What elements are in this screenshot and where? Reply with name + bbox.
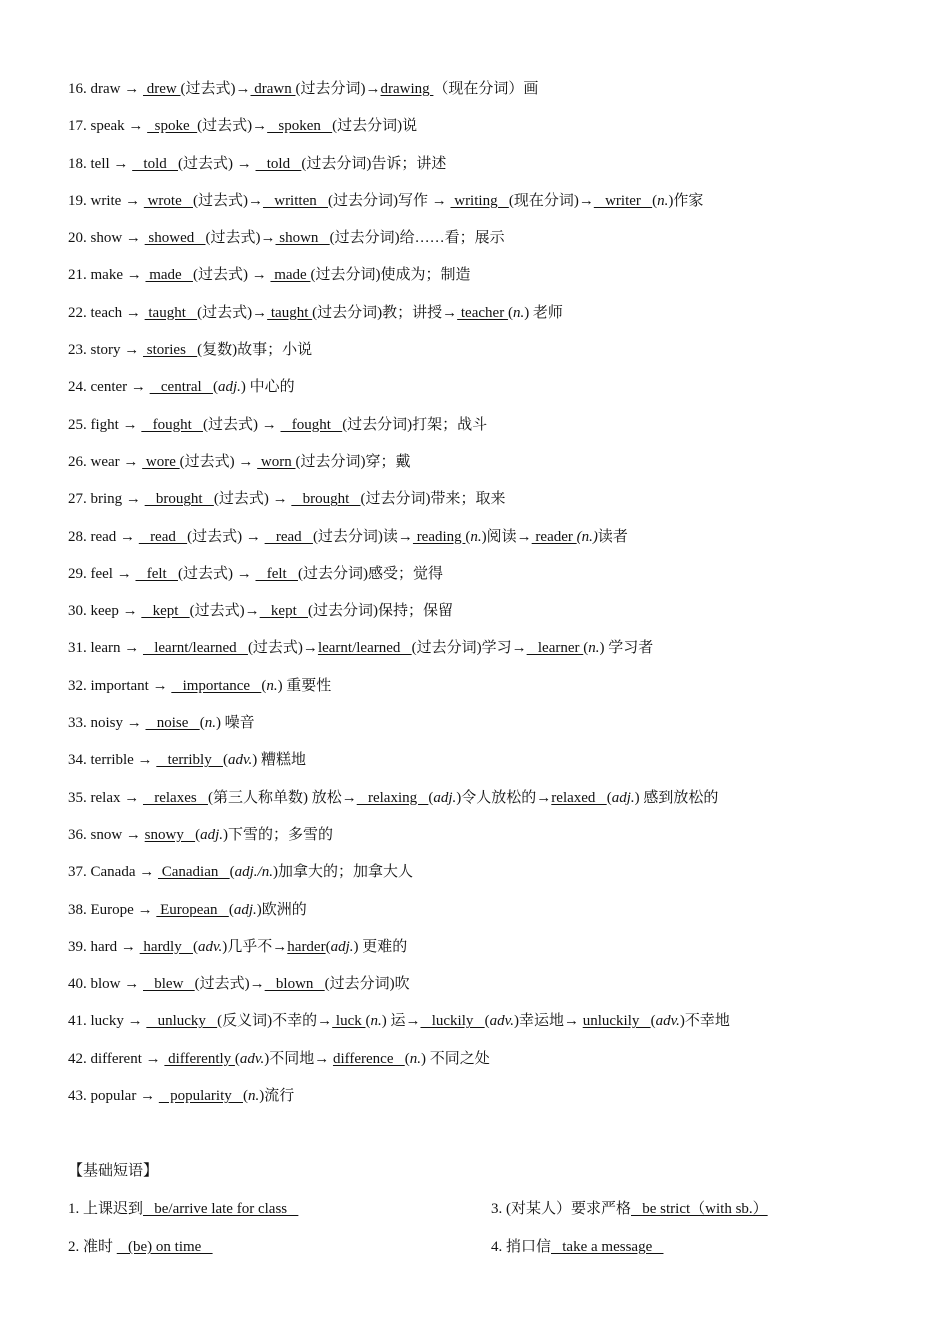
answer-blank: importance: [171, 677, 262, 694]
answer-blank: luckily: [420, 1013, 485, 1030]
entry-text: ) 糟糕地: [252, 752, 307, 769]
entry-text: (过去式) →: [179, 453, 258, 470]
word-entry: [68, 1085, 928, 1122]
entry-text: (过去式)→: [247, 640, 318, 657]
entry-text: (: [606, 789, 612, 806]
answer-blank: be/arrive late for class: [143, 1201, 299, 1217]
entry-text: adj.: [611, 789, 635, 806]
answer-blank: blown: [264, 976, 325, 993]
entry-text: ) 学习者: [599, 640, 654, 657]
word-entry: [68, 302, 928, 339]
entry-text: (: [192, 938, 198, 955]
entry-text: (: [212, 379, 218, 396]
answer-blank: stories: [143, 342, 198, 359]
entry-text: (过去式)→: [192, 192, 263, 209]
answer-blank: felt: [255, 565, 298, 582]
phrase-item: [491, 1236, 663, 1258]
word-entry: [68, 712, 928, 749]
answer-blank: showed: [144, 230, 206, 247]
word-entry: [68, 488, 928, 525]
entry-text: (过去式) →: [192, 267, 271, 284]
word-entry: [68, 563, 928, 600]
entry-text: (过去式)→: [205, 230, 276, 247]
answer-blank: kept: [141, 603, 190, 620]
entry-text: 39. hard →: [68, 938, 140, 955]
entry-text: n.: [409, 1050, 421, 1067]
entry-text: (n.): [576, 528, 598, 545]
entry-text: 读者: [597, 528, 628, 545]
entry-text: (: [222, 752, 228, 769]
answer-blank: wore: [142, 453, 180, 470]
entry-text: (: [325, 938, 331, 955]
answer-blank: unlucky: [146, 1013, 218, 1030]
answer-blank: written: [262, 192, 328, 209]
entry-text: n.: [204, 715, 216, 732]
answer-blank: harder: [287, 938, 326, 955]
entry-text: n.: [512, 304, 525, 321]
entry-text: (: [583, 640, 589, 657]
entry-text: )不同地→: [264, 1050, 333, 1067]
entry-text: 2. 准时: [68, 1239, 117, 1255]
answer-blank: blew: [143, 976, 195, 993]
entry-text: n.: [266, 677, 278, 694]
entry-text: (过去式) →: [203, 416, 281, 433]
entry-text: adv.: [197, 938, 223, 955]
word-entry: [68, 749, 928, 786]
answer-blank: popularity: [158, 1088, 243, 1105]
word-entry: [68, 600, 928, 637]
entry-text: adv.: [227, 752, 253, 769]
entry-text: )加拿大的；加拿大人: [272, 864, 413, 881]
entry-text: 36. snow →: [68, 826, 145, 843]
word-entry: [68, 824, 928, 861]
entry-text: ) 运→: [381, 1013, 421, 1030]
answer-blank: wrote: [143, 192, 193, 209]
entry-text: (: [428, 789, 434, 806]
entry-text: 1. 上课迟到: [68, 1201, 144, 1217]
entry-text: adj.: [233, 901, 257, 918]
word-entry: [68, 451, 928, 488]
word-entry: [68, 936, 928, 973]
phrase-item: [491, 1198, 768, 1220]
word-entry: [68, 339, 928, 376]
answer-blank: hardly: [139, 938, 193, 955]
answer-blank: kept: [259, 603, 308, 620]
entry-text: ) 中心的: [240, 379, 295, 396]
entry-text: (过去分词)打架；战斗: [342, 416, 488, 433]
entry-text: 41. lucky →: [68, 1013, 147, 1030]
entry-text: )欧洲的: [256, 901, 307, 918]
entry-text: 37. Canada →: [68, 864, 158, 881]
answer-blank: told: [255, 155, 302, 172]
answer-blank: fought: [280, 416, 343, 433]
entry-text: ) 重要性: [277, 677, 332, 694]
entry-text: 26. wear →: [68, 453, 143, 470]
answer-blank: made: [145, 267, 193, 284]
entry-text: (: [507, 304, 513, 321]
entry-text: n.: [588, 640, 600, 657]
phrase-item: [68, 1236, 213, 1258]
word-entry: [68, 675, 928, 712]
word-entry: [68, 637, 928, 674]
answer-blank: writer: [593, 192, 653, 209]
entry-text: (: [465, 528, 471, 545]
entry-text: ) 不同之处: [420, 1050, 490, 1067]
word-entry: [68, 115, 928, 152]
entry-text: )流行: [259, 1088, 295, 1105]
entry-text: (过去式)→: [180, 81, 251, 97]
answer-blank: reading: [412, 528, 466, 545]
word-entry: [68, 190, 928, 227]
entry-text: (过去分词)感受；觉得: [297, 565, 443, 582]
entry-text: adj.: [433, 789, 457, 806]
word-entry: [68, 899, 928, 936]
entry-text: (过去式) →: [177, 565, 256, 582]
word-entry: [68, 227, 928, 264]
entry-text: 4. 捎口信: [491, 1239, 552, 1255]
entry-text: (: [650, 1013, 656, 1030]
entry-text: adj.: [200, 826, 224, 843]
answer-blank: taught: [144, 304, 198, 321]
answer-blank: brought: [144, 491, 214, 508]
answer-blank: shown: [275, 230, 330, 247]
answer-blank: spoken: [267, 118, 333, 135]
entry-text: )阅读→: [481, 528, 532, 545]
answer-blank: read: [138, 528, 188, 545]
entry-text: 38. Europe →: [68, 901, 157, 918]
entry-text: n.: [247, 1088, 260, 1105]
section-title: 【基础短语】: [68, 1163, 159, 1179]
entry-text: n.: [657, 192, 669, 209]
word-entry: [68, 376, 928, 413]
entry-text: (过去分词)写作 →: [327, 192, 451, 209]
answer-blank: relaxed: [551, 789, 607, 806]
entry-text: 43. popular →: [68, 1088, 159, 1105]
entry-text: (复数)故事；小说: [197, 342, 313, 359]
word-entry: [68, 861, 928, 898]
answer-blank: worn: [257, 453, 296, 470]
entry-text: (: [228, 901, 234, 918]
entry-text: (过去分词)说: [332, 118, 418, 135]
entry-text: (过去分词)告诉；讲述: [301, 155, 447, 172]
answer-blank: brought: [291, 491, 361, 508]
entry-text: 34. terrible →: [68, 752, 157, 769]
word-entry: [68, 1048, 928, 1085]
answer-blank: drawn: [250, 81, 296, 97]
answer-blank: drew: [143, 81, 181, 97]
entry-text: (过去式)→: [197, 118, 268, 135]
entry-text: adj.: [330, 938, 354, 955]
entry-text: adv.: [239, 1050, 265, 1067]
entry-text: (: [261, 677, 267, 694]
entry-text: (过去分词)给……看；展示: [329, 230, 505, 247]
answer-blank: learnt/learned: [317, 640, 412, 657]
entry-text: adv.: [489, 1013, 514, 1030]
entry-text: (过去式) →: [213, 491, 292, 508]
answer-blank: difference: [332, 1050, 405, 1067]
answer-blank: felt: [135, 565, 178, 582]
entry-text: 20. show →: [68, 230, 145, 247]
entry-text: (: [484, 1013, 490, 1030]
word-entry: [68, 1010, 928, 1047]
entry-text: 24. center →: [68, 379, 150, 396]
entry-text: 32. important →: [68, 677, 172, 694]
entry-text: 3. (对某人）要求严格: [491, 1201, 631, 1217]
word-entry: [68, 526, 928, 563]
entry-text: n.: [370, 1013, 382, 1030]
answer-blank: spoke: [147, 118, 198, 135]
entry-text: (: [199, 715, 205, 732]
entry-text: ) 噪音: [215, 715, 255, 732]
entry-text: 18. tell →: [68, 155, 133, 172]
entry-text: (过去分词)使成为；制造: [310, 267, 471, 284]
word-entry: [68, 78, 928, 115]
answer-blank: read: [264, 528, 313, 545]
entry-text: (: [365, 1013, 371, 1030]
entry-text: )下雪的；多雪的: [223, 826, 334, 843]
entry-text: ) 更难的: [353, 938, 408, 955]
answer-blank: drawing: [380, 81, 434, 97]
answer-blank: told: [132, 155, 179, 172]
entry-text: 23. story →: [68, 342, 143, 359]
entry-text: (过去式)→: [189, 603, 260, 620]
entry-text: (: [242, 1088, 248, 1105]
entry-text: adj./n.: [234, 864, 273, 881]
entry-text: (过去分词)学习→: [411, 640, 527, 657]
answer-blank: take a message: [551, 1239, 664, 1255]
entry-text: (: [229, 864, 235, 881]
word-entry: [68, 153, 928, 190]
entry-text: )几乎不→: [222, 938, 288, 955]
word-entry: [68, 973, 928, 1010]
entry-text: (现在分词)→: [508, 192, 594, 209]
answer-blank: be strict（with sb.）: [631, 1201, 768, 1217]
entry-text: 40. blow →: [68, 976, 143, 993]
word-entry: [68, 787, 928, 824]
answer-blank: writing: [450, 192, 509, 209]
entry-text: (第三人称单数) 放松→: [207, 789, 357, 806]
answer-blank: relaxing: [356, 789, 429, 806]
entry-text: )不幸地: [679, 1013, 730, 1030]
entry-text: 33. noisy →: [68, 715, 146, 732]
answer-blank: European: [156, 901, 229, 918]
entry-text: (过去分词)读→: [312, 528, 413, 545]
answer-blank: unluckily: [582, 1013, 651, 1030]
entry-text: (过去式)→: [194, 976, 265, 993]
entry-text: 29. feel →: [68, 565, 136, 582]
phrase-item: [68, 1198, 298, 1220]
entry-text: 19. write →: [68, 192, 144, 209]
entry-text: (过去分词)带来；取来: [360, 491, 506, 508]
answer-blank: learnt/learned: [142, 640, 248, 657]
entry-text: (过去分词)保持；保留: [307, 603, 453, 620]
answer-blank: learner: [526, 640, 584, 657]
entry-text: 27. bring →: [68, 491, 145, 508]
entry-text: )幸运地→: [513, 1013, 583, 1030]
answer-blank: fought: [141, 416, 204, 433]
answer-blank: snowy: [144, 826, 196, 843]
entry-text: (过去分词)→: [295, 81, 381, 97]
entry-text: (: [234, 1050, 240, 1067]
answer-blank: Canadian: [157, 864, 230, 881]
answer-blank: central: [149, 379, 213, 396]
entry-text: 42. different →: [68, 1050, 165, 1067]
entry-text: (: [404, 1050, 410, 1067]
entry-text: 30. keep →: [68, 603, 142, 620]
word-form-list: [68, 78, 928, 1122]
entry-text: )作家: [668, 192, 704, 209]
entry-text: (: [652, 192, 658, 209]
word-entry: [68, 264, 928, 301]
entry-text: 22. teach →: [68, 304, 145, 321]
entry-text: (过去分词)吹: [324, 976, 410, 993]
entry-text: 31. learn →: [68, 640, 143, 657]
entry-text: adj.: [217, 379, 241, 396]
answer-blank: relaxes: [142, 789, 208, 806]
answer-blank: noise: [145, 715, 200, 732]
word-entry: [68, 414, 928, 451]
answer-blank: made: [270, 267, 311, 284]
answer-blank: luck: [332, 1013, 366, 1030]
entry-text: (过去分词)教；讲授→: [312, 304, 458, 321]
answer-blank: terribly: [156, 752, 223, 769]
entry-text: 35. relax →: [68, 789, 143, 806]
answer-blank: taught: [267, 304, 313, 321]
entry-text: ) 老师: [524, 304, 563, 321]
entry-text: n.: [470, 528, 482, 545]
answer-blank: reader: [531, 528, 577, 545]
entry-text: 16. draw →: [68, 81, 143, 97]
answer-blank: teacher: [457, 304, 508, 321]
answer-blank: differently: [164, 1050, 235, 1067]
entry-text: 17. speak →: [68, 118, 148, 135]
entry-text: adv.: [655, 1013, 680, 1030]
entry-text: 28. read →: [68, 528, 139, 545]
entry-text: (反义词)不幸的→: [217, 1013, 333, 1030]
entry-text: ) 感到放松的: [634, 789, 719, 806]
entry-text: )令人放松的→: [456, 789, 552, 806]
entry-text: (: [195, 826, 201, 843]
entry-text: 21. make →: [68, 267, 146, 284]
entry-text: （现在分词）画: [433, 81, 539, 97]
entry-text: (过去式)→: [197, 304, 268, 321]
entry-text: (过去式) →: [187, 528, 265, 545]
answer-blank: (be) on time: [116, 1239, 213, 1255]
entry-text: (过去分词)穿；戴: [295, 453, 411, 470]
entry-text: (过去式) →: [178, 155, 256, 172]
entry-text: 25. fight →: [68, 416, 142, 433]
